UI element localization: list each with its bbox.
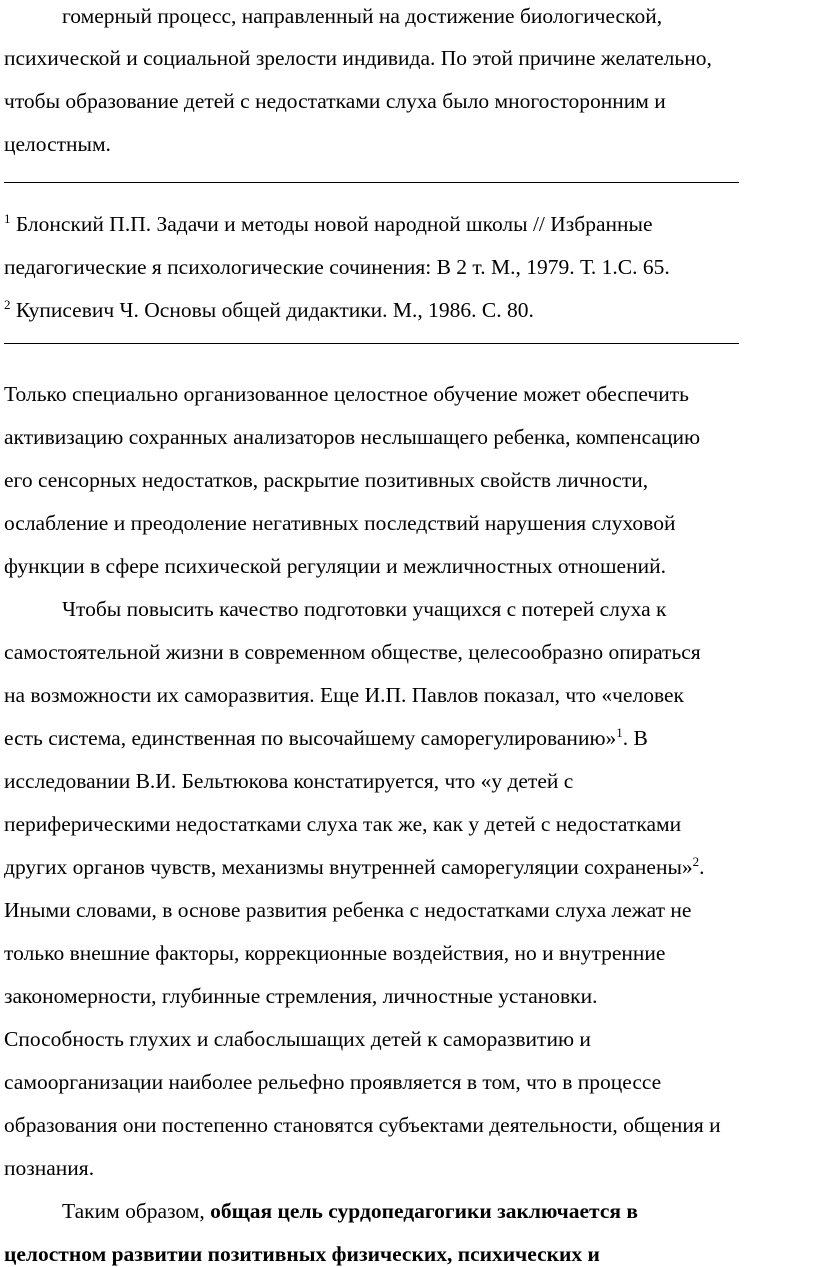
para3-line-2-bold: целостном развитии позитивных физических, психических и xyxy=(4,1242,600,1266)
para2-line-7 xyxy=(4,854,705,880)
footnote-ref-1: 1 xyxy=(616,725,623,740)
para2-line-1: Чтобы повысить качество подготовки учащихся с потерей слуха к xyxy=(62,597,667,621)
para2-line-4 xyxy=(4,725,648,751)
para2-line-12: самоорганизации наиболее рельефно проявляется в том, что в процессе xyxy=(4,1070,662,1094)
para2-line-2: самостоятельной жизни в современном обществе, целесообразно опираться xyxy=(4,640,701,664)
footnote-1-line-2: педагогические я психологические сочинения: В 2 т. М., 1979. Т. 1.С. 65. xyxy=(4,255,670,279)
footnote-separator-top xyxy=(4,182,739,183)
top-paragraph-line-4: целостным. xyxy=(4,132,111,156)
para3-line-1-bold: общая цель сурдопедагогики заключается в xyxy=(210,1199,638,1223)
top-paragraph-line-3: чтобы образование детей с недостатками слуха было многосторонним и xyxy=(4,89,666,113)
para2-line-8: Иными словами, в основе развития ребенка с недостатками слуха лежат не xyxy=(4,898,692,922)
para2-line-3: на возможности их саморазвития. Еще И.П. Павлов показал, что «человек xyxy=(4,683,684,707)
para3-line-1-plain: Таким образом, xyxy=(62,1199,211,1223)
footnote-separator-bottom xyxy=(4,343,739,344)
para2-line-11: Способность глухих и слабослышащих детей к саморазвитию и xyxy=(4,1027,591,1051)
top-paragraph-line-2: психической и социальной зрелости индивида. По этой причине желательно, xyxy=(4,46,712,70)
para2-line-7-tail: . xyxy=(699,855,705,879)
para2-line-13: образования они постепенно становятся субъектами деятельности, общения и xyxy=(4,1113,721,1137)
para1-line-2: активизацию сохранных анализаторов неслышащего ребенка, компенсацию xyxy=(4,425,701,449)
para3-line-1 xyxy=(62,1198,638,1224)
para1-line-1: Только специально организованное целостное обучение может обеспечить xyxy=(4,382,689,406)
para1-line-3: его сенсорных недостатков, раскрытие позитивных свойств личности, xyxy=(4,468,649,492)
footnote-ref-2: 2 xyxy=(692,854,700,869)
top-paragraph-line-1: гомерный процесс, направленный на достижение биологической, xyxy=(62,4,663,28)
footnote-1-line-1 xyxy=(4,211,653,237)
footnote-2-line-1 xyxy=(4,297,534,323)
footnote-1-marker: 1 xyxy=(4,211,11,226)
footnote-2-marker: 2 xyxy=(4,297,11,312)
para2-line-5: исследовании В.И. Бельтюкова констатируется, что «у детей с xyxy=(4,769,574,793)
footnote-2-text: Куписевич Ч. Основы общей дидактики. М., 1986. С. 80. xyxy=(15,298,534,322)
para2-line-7-text: других органов чувств, механизмы внутренней саморегуляции сохранены» xyxy=(4,855,693,879)
para2-line-14: познания. xyxy=(4,1156,95,1180)
para2-line-10: закономерности, глубинные стремления, личностные установки. xyxy=(4,984,598,1008)
para2-line-9: только внешние факторы, коррекционные воздействия, но и внутренние xyxy=(4,941,666,965)
para2-line-4-tail: . В xyxy=(622,726,648,750)
para2-line-4-text: есть система, единственная по высочайшему саморегулированию» xyxy=(4,726,617,750)
para3-line-2 xyxy=(4,1241,600,1267)
para1-line-5: функции в сфере психической регуляции и межличностных отношений. xyxy=(4,554,666,578)
para2-line-6: периферическими недостатками слуха так же, как у детей с недостатками xyxy=(4,812,682,836)
para1-line-4: ослабление и преодоление негативных последствий нарушения слуховой xyxy=(4,511,676,535)
footnote-1-text: Блонский П.П. Задачи и методы новой народной школы // Избранные xyxy=(15,212,653,236)
